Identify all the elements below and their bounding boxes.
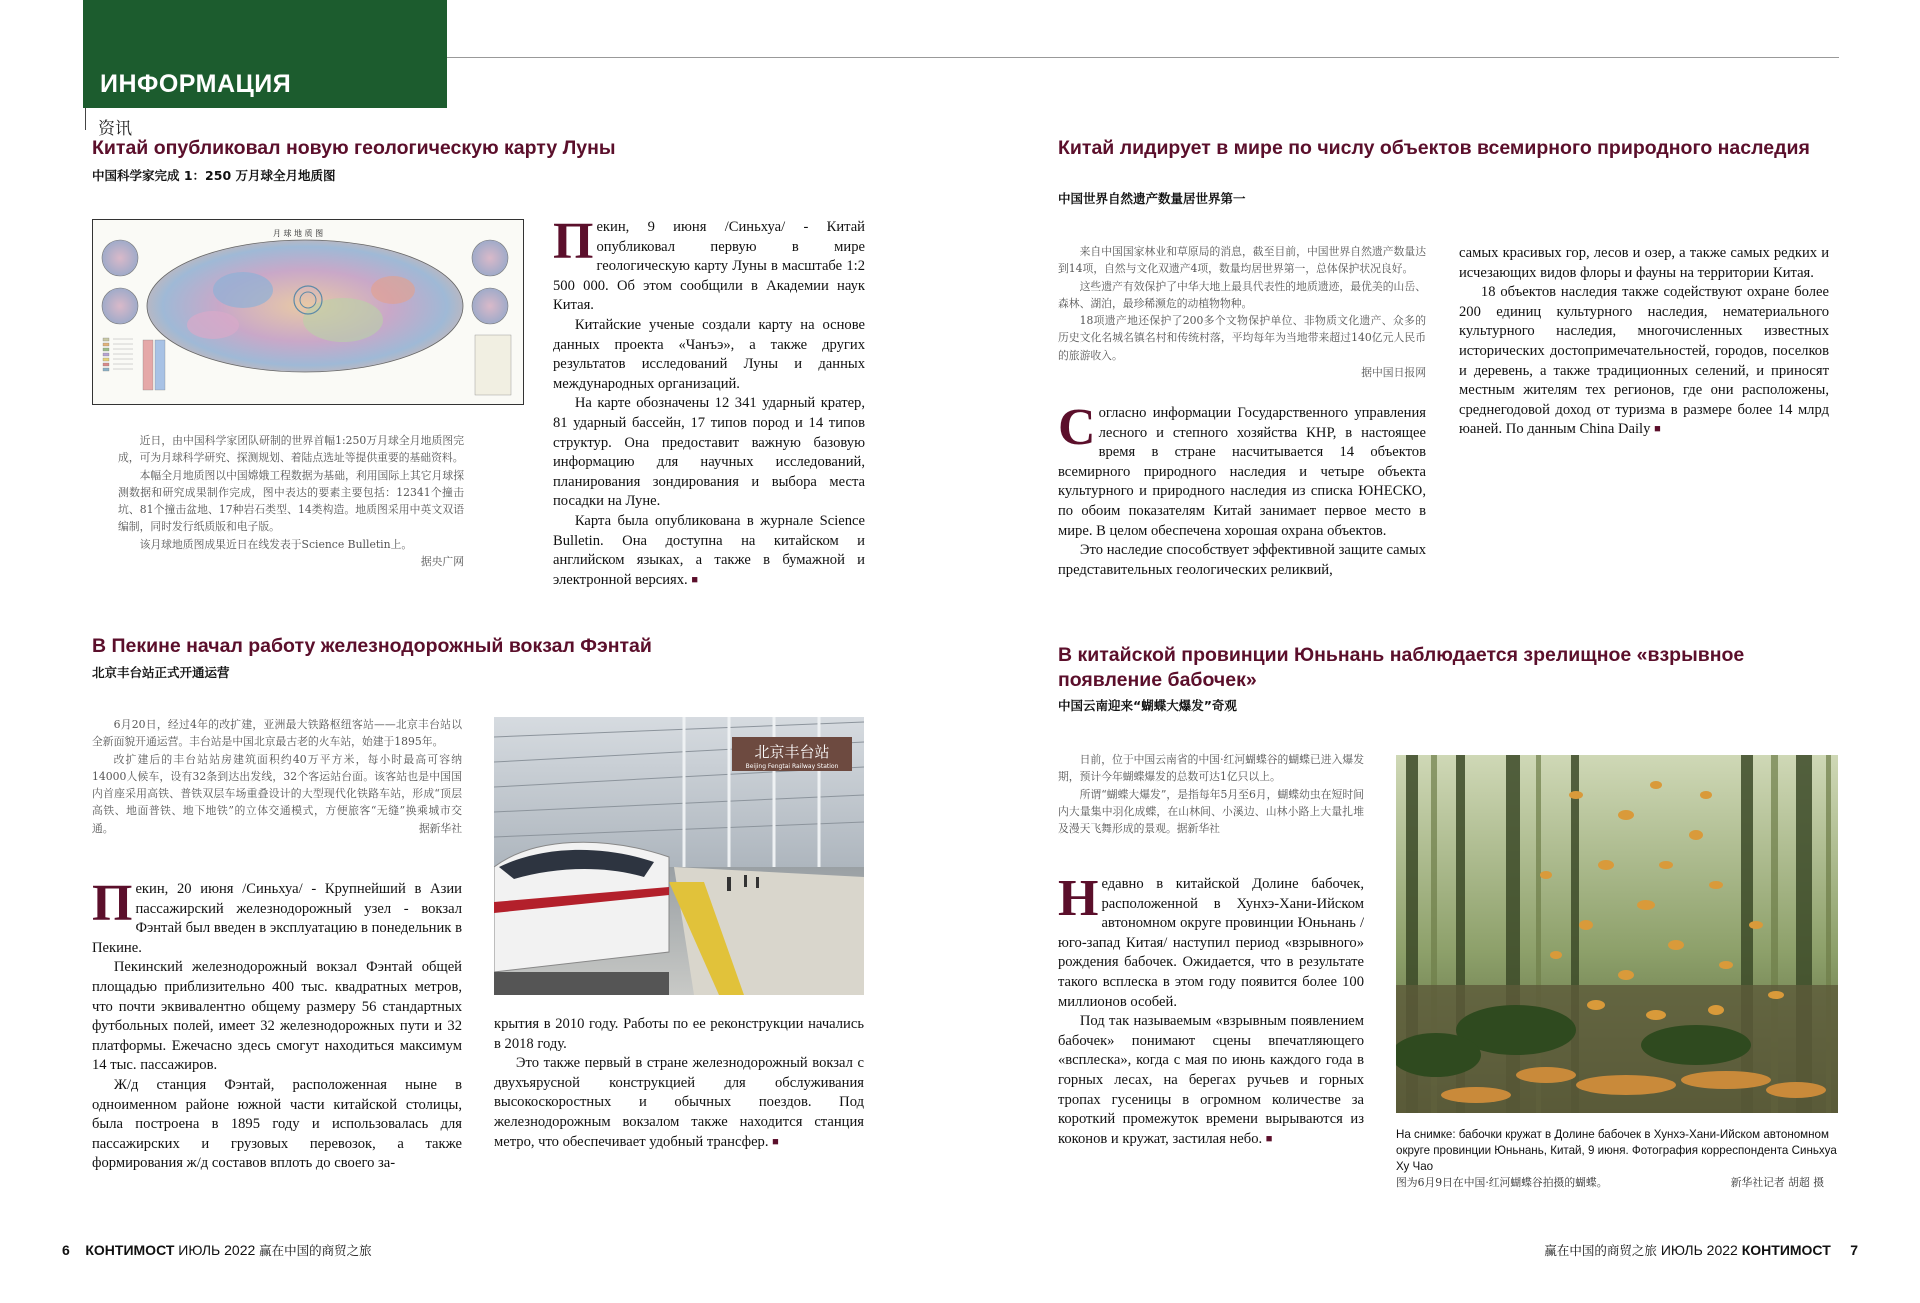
right-slogan-cn: 赢在中国的商贸之旅 — [1544, 1243, 1657, 1258]
butterflies-photo-caption-cn: 图为6月9日在中国·红河蝴蝶谷拍摄的蝴蝶。 新华社记者 胡超 摄 — [1396, 1176, 1824, 1189]
heritage-ru-col2: самых красивых гор, лесов и озер, а также самых редких и исчезающих видов флоры и фауны на территории Китая. 18 объектов наследия также содействуют охране более 200 единиц культурного наследия, нематериального культурного наследия, многочисленных известных исторических достопримечательностей, городов, поселков и деревень, а также традиционных селений, и приносят местным жителям тех регионов, где они расположены, среднегодовой доход от туризма в размере более 14 млрд юаней. По данным China Daily ■ — [1459, 245, 1829, 438]
right-magazine-name: КОНТИМОСТ — [1741, 1242, 1831, 1258]
butterflies-article-cn-title: 中国云南迎来“蝴蝶大爆发”奇观 — [1058, 698, 1237, 713]
right-page-number: 7 — [1850, 1242, 1858, 1258]
station-photo-graphic — [494, 717, 864, 995]
moon-map-image — [92, 219, 524, 405]
fengtai-ru-col2: крытия в 2010 году. Работы по ее реконструкции начались в 2018 году. Это также первый в стране железнодорожный вокзал с двухъярусной конструкцией для обслуживания высокоскоростных и обычных поездов. Под железнодорожным вокзалом также находится станция метро, что обеспечивает удобный трансфер. ■ — [494, 1016, 864, 1150]
fengtai-article-cn-title: 北京丰台站正式开通运营 — [92, 665, 230, 680]
header-divider — [447, 57, 1839, 58]
butterflies-photo-caption: На снимке: бабочки кружат в Долине бабочек в Хунхэ-Хани-Ийском автономном округе провинции Юньнань, Китай, 9 июня. Фотография корреспондента Синьхуа Ху Чао — [1396, 1128, 1837, 1173]
butterflies-article-title: В китайской провинции Юньнань наблюдается зрелищное «взрывное появление бабочек» — [1058, 644, 1745, 691]
moon-cn-text: 近日，由中国科学家团队研制的世界首幅1:250万月球全月地质图完成，可为月球科学研究、探测规划、着陆点选址等提供重要的基础资料。 本幅全月地质图以中国嫦娥工程数据为基础，利用国际上其它月球探测数据和研究成果制作完成，图中表达的要素主要包括：12341个撞击坑、81个撞击盆地、17种岩石类型、14类构造。地质图采用中英文双语编制，同时发行纸质版和电子版。 该月球地质图成果近日在线发表于Science Bulletin上。 据央广网 — [118, 434, 464, 569]
heritage-ru-col1: Согласно информации Государственного управления лесного и степного хозяйства КНР, в настоящее время в стране насчитывается 14 объектов всемирного природного наследия и четыре объекта культурного и природного наследия из списка ЮНЕСКО, по обоим показателям Китай занимает первое место в мире. В целом обеспечена хорошая охрана объектов. Это наследие способствует эффективной защите самых представительных геологических реликвий, — [1058, 399, 1426, 578]
right-issue: ИЮЛЬ 2022 — [1660, 1242, 1738, 1258]
butterflies-photo-graphic — [1396, 755, 1838, 1113]
svg-text:Beijing Fengtai Railway Statio: Beijing Fengtai Railway Station — [745, 763, 839, 770]
heritage-cn-text: 来自中国国家林业和草原局的消息，截至目前，中国世界自然遗产数量达到14项，自然与文化双遗产4项，数量均居世界第一，总体保护状况良好。 这些遗产有效保护了中华大地上最具代表性的地质遗迹，最优美的山岳、森林、湖泊，最珍稀濒危的动植物物种。 18项遗产地还保护了200多个文物保护单位、非物质文化遗产、众多的历史文化名城名镇名村和传统村落，平均每年为当地带来超过140亿元人民币的旅游收入。 据中国日报网 — [1058, 245, 1426, 380]
moon-map-graphic — [93, 220, 523, 404]
fengtai-ru-col1: Пекин, 20 июня /Синьхуа/ - Крупнейший в Азии пассажирский железнодорожный узел - вокзал Фэнтай был введен в эксплуатацию в понедельник в Пекине. Пекинский железнодорожный вокзал Фэнтай общей площадью приблизительно 400 тыс. квадратных метров, что почти эквивалентно общему размеру 56 стандартных футбольных полей, имеет 32 железнодорожных пути и 32 платформы. Ежечасно здесь смогут находиться максимум 14 тыс. пассажиров. Ж/д станция Фэнтай, расположенная ныне в одноименном районе южной части китайской столицы, была построена в 1895 году и использовалась для пассажирских и грузовых перевозок, а также формирования ж/д составов вплоть до своего за- — [92, 875, 462, 1172]
station-photo — [494, 717, 864, 995]
header-tick — [85, 108, 86, 130]
moon-article-cn-title: 中国科学家完成 1：250 万月球全月地质图 — [92, 168, 336, 183]
butterflies-photo — [1396, 755, 1838, 1113]
heritage-article-title: Китай лидирует в мире по числу объектов всемирного природного наследия — [1058, 137, 1810, 159]
left-page-number: 6 — [62, 1242, 70, 1258]
left-issue: ИЮЛЬ 2022 — [178, 1242, 256, 1258]
moon-article-title: Китай опубликовал новую геологическую карту Луны — [92, 137, 616, 159]
svg-text:月 球 地 质 图: 月 球 地 质 图 — [272, 229, 324, 238]
svg-text:北京丰台站: 北京丰台站 — [754, 743, 830, 761]
section-title: ИНФОРМАЦИЯ — [100, 70, 292, 98]
section-title-cn: 资讯 — [98, 119, 132, 139]
fengtai-cn-text: 6月20日，经过4年的改扩建，亚洲最大铁路枢纽客站——北京丰台站以全新面貌开通运营。丰台站是中国北京最古老的火车站，始建于1895年。 改扩建后的丰台站站房建筑面积约40万平方米，每小时最高可容纳14000人候车，设有32条到达出发线，32个客运站台面。该客站也是中国国内首座采用高铁、普铁双层车场重叠设计的大型现代化铁路车站，形成“顶层高铁、地面普铁、地下地铁”的立体交通模式，方便旅客“无缝”换乘城市交通。 据新华社 — [92, 718, 462, 835]
butterflies-ru-text: Недавно в китайской Долине бабочек, расположенной в Хунхэ-Хани-Ийском автономном округе провинции Юньнань / юго-запад Китая/ наступил период «взрывного» рождения бабочек. Ожидается, что в результате такого всплеска в этом году появится более 100 миллионов особей. Под так называемым «взрывным появлением бабочек» понимают сцены впечатляющего «всплеска», когда с мая по июнь каждого года в горных лесах, на берегах ручьев и горных тропах гусеницы в огромном количестве за короткий промежуток времени вырываются из коконов и кружат, застилая небо. ■ — [1058, 870, 1364, 1147]
butterflies-cn-text: 日前，位于中国云南省的中国·红河蝴蝶谷的蝴蝶已进入爆发期，预计今年蝴蝶爆发的总数可达1亿只以上。 所谓“蝴蝶大爆发”，是指每年5月至6月，蝴蝶幼虫在短时间内大量集中羽化成蝶，在山林间、小溪边、山林小路上大量扎堆及漫天飞舞形成的景观。据新华社 — [1058, 753, 1364, 836]
moon-ru-text: Пекин, 9 июня /Синьхуа/ - Китай опубликовал первую в мире геологическую карту Луны в масштабе 1:2 500 000. Об этом сообщили в Академии наук Китая. Китайские ученые создали карту на основе данных проекта «Чанъэ», а также других результатов исследований Луны и данных международных организаций. На карте обозначены 12 341 ударный кратер, 81 ударный бассейн, 17 типов пород и 14 типов структур. Она предоставит важную базовую информацию для научных исследований, планирования зондирования и выбора места посадки на Луне. Карта была опубликована в журнале Science Bulletin. Она доступна на китайском и английском языках, а также в бумажной и электронной версиях. ■ — [553, 213, 865, 588]
footer-right — [1544, 1241, 1858, 1259]
footer-left — [62, 1241, 372, 1259]
left-slogan-cn: 赢在中国的商贸之旅 — [259, 1243, 372, 1258]
fengtai-article-title: В Пекине начал работу железнодорожный вокзал Фэнтай — [92, 635, 652, 657]
heritage-article-cn-title: 中国世界自然遗产数量居世界第一 — [1058, 191, 1246, 206]
left-magazine-name: КОНТИМОСТ — [85, 1242, 175, 1258]
